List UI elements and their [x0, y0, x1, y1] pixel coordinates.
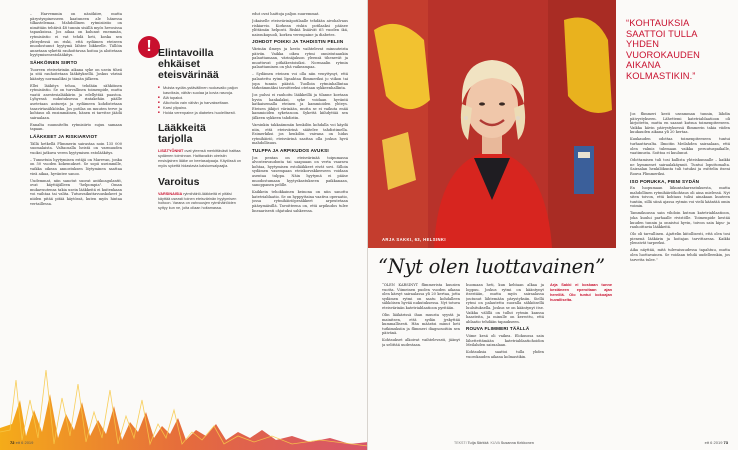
page-number: 72 ett 6 2019 — [10, 440, 34, 445]
paragraph: Tammikuussa sain vihdoin kutsun katetriablaatioon, joka kuului parhaalle rivistölle. Toimenpide kestää kuuden tunnin ja onnistui hyvin, toivon sain kipu- ja rauhoittavia lääkkeitä. — [630, 211, 730, 230]
paragraph: Varsinkin takkaämmän henkilön kohdalla voi käydä niin, että eteisvärinä säätelee tahdistimella. Esimerkiksi jos henkilön vaivana on hidas rytmihäiriö, eteisvärinä saattaa olla joskus hyvä mahdollisuus. — [252, 123, 348, 146]
section-heading: ROUVA FLIMMERI TÄÄLLÄ — [466, 326, 530, 332]
paragraph: Ennalta suunniteltu rytmisiirto sujuu samaan tapaan. — [30, 122, 122, 132]
paragraph: Tällä hetkellä Flimmerin sairastaa noin 135 000 suomalaista. Valtaosalla heistä on varmuuden vuoksi jatkuva veren hyytymisen estolääkitys. — [30, 141, 122, 155]
page-number: ett 6 2019 73 — [704, 440, 728, 445]
paragraph: Kuukauden odottaa toimenpiteeseen tuntui turhauttavalta. Ilmoitin Meilahden sairaalaan, että olen valmis tulemaan vaikka peruutuspaikalle, vaatimusta. Soittoa ei kuulunut. — [630, 137, 730, 156]
paragraph: Kohtaukset alkoivat vaihtelevasti, jäänyt ja selittää uudestaan. — [382, 338, 460, 347]
right-column-3 — [550, 283, 612, 431]
sidebar-body: ovat yleensä merkittävästi haittaa sydämen toiminnan. Haittavaikin oireisiin ensisijainen lääke on beetasalpaaja. Käytössä on myös sykettä hidastavia kalsiumsalpaajia. — [158, 149, 241, 168]
portrait-illustration — [368, 0, 616, 248]
pull-quote: “KOHTAUKSIA SAATTOI TULLA YHDEN VUOROKAUDEN AIKANA KOLMASTIKIN.” — [626, 18, 700, 81]
list-item: ■ Muista sydän-ystävällinen ruokavalio paljon kasviksia, vähän suolaa ja kovia rasvoja. — [158, 85, 242, 95]
left-page — [0, 0, 368, 450]
paragraph: “OLEN KÄRSINYT flimmerista kuusien vuotta. Viimeinen puolen vuoden aikana olen kärsyt sairaalassa yli 20 kertaa, jotta sydämen rytmi on saatu kohdalleen sähköisen hyvää nukutuksessa. Nyt totuva eteisvärinän katetriablaatioon pyritään. — [382, 283, 460, 310]
paragraph: Olo oli tarvallinen. Ajattelin kiitollisesti, että olen tosi pienenä lääkärin ja hoitajan tarvittaessa. Kaikki ylensivät tarpeeksi. — [630, 232, 730, 246]
right-column-2 — [466, 283, 544, 431]
paragraph: Uudemmat, niin sanotut suorat antikoagulantit, ovat käyttäjälleen "helpompia". Oman mukavuutensa takia usein lääkkeitä ei kuitenkaan voi vaihtaa tai valita. Tutusvaikuttavuuskokeet ja niiden pitää pitää käytössä, kuten myös hintaa vertaillessa. — [30, 178, 122, 206]
paragraph: Kohtauksia saattoi tulla yhden vuorokauden aikana kolmastikin. — [466, 350, 544, 359]
portrait-photo — [368, 0, 616, 248]
paragraph: – Tunnetuin hyytymisen estäjä on Marevan, jonka on 50 vuoden kokemukset. Se sopii useimmille, vaikka oikean annostuksen löytyminen saattaa vieä aikaa, hyväntee sanoo. — [30, 157, 122, 176]
right-column-4 — [630, 112, 730, 432]
sidebar-text — [158, 149, 242, 169]
side-note: Arja Sakki ei koskaan tunne kestäneen eperoitaan ajan hereillä. Olo tuntui kokoajan huvalliselta. — [550, 283, 612, 302]
section-heading: SÄHKÖINEN SIIRTO — [30, 59, 78, 65]
list-item: ■ Karsi ylipaino. — [158, 105, 242, 110]
section-heading: TULPPA JA ARPIKUDOS AVUKSI — [252, 148, 329, 153]
paragraph: – Harvemmin on nänökiire, mutta pärystyspinesseen kaatuneen ale hänessa tilkastelemaa. Mahdollinen rytmisiistio on nimittäin tehtävä 48 tunnin sisällä myös hevosissa tapauksissa. Jos aikaa on kulunut enemmän, rytmisiistio ei vat tehdä heti, koska sen yhteydessä on riski, että sydämen eteiseen muodostunut hyytymä lähtee liikkeelle. Tällöin annetaan sykettä rauhoittavaa hoitoa ja aloitetaan hyytymisenestolääkitys. — [30, 12, 122, 58]
alert-icon: ! — [138, 36, 160, 58]
headline: “Nyt olen luottavainen” — [378, 255, 605, 278]
paragraph: Värinän ilmeys ja kesto vaihtelevat minuuteista päiviin. Vaikka oikea rytmi onnistutaankin palauttamaan, värinäjakson yleensä tihenevät ja muuttuvat pitkäkestoisiksi. Normaalin rytmin palauttaminen on yhä vaikeampaa. — [252, 46, 348, 70]
heartbeat-waveform-graphic — [0, 340, 368, 450]
paragraph: Jos flimmeri kesti useamman tunnin, lähdin päivystykseen. Lähettemi katetriablaatioon oli kirjoitettu, mutta en saanut kutsua toimenpiteeseen. Vaikka kävin päivystyksessä flimmerin takia viiden kuukauden aikana yli 20 kertaa. — [630, 112, 730, 135]
paragraph: Jos pulssi ei rauhoitu lääkkeillä ja tilanne koetaan hyvin hankalaksi, syke voidaan hyväntä katkaisemalla eteinen ja kammioiden yhteys. Eteisen jäkijot värinään, mutta se ei vaikuta enää kammioiden syketasoon. Sykettä kiihdyttää sen jälkeen sykkeen tahdistin. — [252, 93, 348, 121]
paragraph: huomaan heti, kun kehtaan alkaa ja loppuu. Joskus rytmi on kääntynyt itsestään, mutta myös sairaalassa joutunut lähtemään pärystyksiin. Siellä rytmi on palautettu suoralla sähköisellä luulsituksella. Joskus se on kääntynyt itse. Vaikka välillä on tullut rytmin kanssa haasteita, ja minulle on kerrottu, että ablaatio tehdään tapaukseen. — [466, 283, 544, 324]
paragraph: – Sydämen eteinen voi olla niin venyttynyt, että palautettu rytmi lipsahtaa flimmeriksi jo viikon tai jopa tunnin päästä. Tuolloin rytminhallintaa tärkeämmäksi tavoitteeksi otetaan sykkeenhallinta. — [252, 72, 348, 91]
sidebar-title: Varoitus — [158, 175, 200, 188]
list-item: ■ Älä tupakoi. — [158, 95, 242, 100]
sidebar-title: Elintavoilla ehkäiset eteisvärinää — [158, 47, 219, 81]
tips-list — [158, 85, 242, 115]
section-heading: LÄÄKKEET JA RISKIARVIOT — [30, 134, 98, 140]
sidebar-lead: VARSINAISIA — [158, 191, 183, 196]
sidebar-title: Lääkkeitä tarjolla — [158, 122, 206, 145]
section-heading: ISO PORUKKA, PIENI SYDÄN — [630, 178, 700, 184]
list-item: ■ Alkoholia vain vähän ja harvakseltaan. — [158, 100, 242, 105]
paragraph: edut ovat haittoja paljon suuremmat. — [252, 12, 320, 16]
sidebar-text — [158, 192, 242, 212]
paragraph: Ellei lääkitys tehoa, tehdään sähköinen rytmisiistio. Se on turvallinen toimenpide, mutta vaatii anestesialääkärin ja edellyttää paastoa. Lyhyessä nukutuksessa rintakehän päälle asetetaan antureja ja sydämeen kohdistetaan tasavirtasähköisku. Jos potilas on muuten terve ja kohtaus oli ensimmäinen, hänen ei tarvitse jäädä sairaalaan. — [30, 83, 122, 120]
sidebar-lead: LISÄTYÖNNIT — [158, 149, 184, 153]
right-column-1 — [382, 283, 460, 431]
sidebar-body: rytmihäiriö-lääkkeitä ei pitäisi käyttää useasti toinen eteisvärinän hyytymisen hoitoon. Varana on vahvuusjen rytmihäiriöiden syttyy kun ne, joita ollaan hoitamassa. — [158, 191, 237, 211]
paragraph: Jokaiselle eteisvärinäpotilaalle tehdään aivohalvaus riskiarvio. Korkean riskin potilaaksi pääsee ylittämän helposti. Riskiä lisäävät 65 vuoden ikä, naissukupuoli, korkea verenpaine ja diabetes. — [252, 18, 348, 37]
photo-credits: TEKSTI Tuija Särkkä KUVA Susanna Kekkonen — [454, 441, 534, 445]
paragraph: Kaikkein tehokkainen keinona on niin sanottu katetriablaatio. Se on hyppyttaina vaativa operaatio, jossa rytmihäiriöpesäkkeet arpeutetaan pääsymäisillä. Tavoitteena on, että arpikudos tulee lineaarisesti ohjatuksi sahkeessa. — [252, 190, 348, 213]
right-page — [368, 0, 738, 450]
section-heading: JOHDOT POIKKI JA TAHDISTIN PELIIN — [252, 39, 344, 45]
paragraph: Jos pentan on eteisvärinää toipumassa alvostenvaudonta tai saapuaan on verta vaarava kohtaa, hyytymisen estolääkkeet eivät sovi. Silloin sydämen vasempaan eteiskorvakkeeseen voidaan asentaa tulppa. Näin hyytymä ei pääse muodostumaan hyytyskastukseen paikkanaan, sanoppanen pelille. — [252, 155, 348, 188]
paragraph: Aika näyttää, mitä tulevaisuudessa tapahtuu, mutta olen luottavainen. Se voidaan tehdä uudelleenkin, jos tarvetta tulee.” — [630, 248, 730, 262]
paragraph: Olin lääkärissä ihan muusta syystä ja mainitsen, että sydän jyskyttää kummallisesti. Hän määräsi minut heti tutkimuksiin ja flimmeri diagnosoitiin sen päivänä. — [382, 312, 460, 336]
paragraph: Tuoreen eteisvärinän aikana syke on usein tiheä ja sitä rauhoitetaan lääkityksellä. Joskus värinä kääntyy normaaliksi jo tämän jälkeen. — [30, 67, 122, 81]
paragraph: Odottamisen tuli tosi kallista yhteiskunnalle – kaikki ne kymmenet sairaalakäynnit. Tuntui loputtomalta. Sairaalan henkilökunta tuli tutuksi ja esittelin itseni Rouva Flimmeriksi. — [630, 158, 730, 176]
photo-caption: ARJA SAKKI, 63, HELSINKI — [382, 237, 446, 242]
paragraph: Viime kesä oli vaikea. Elokuussa sain lähettettämään katetriablaatiohoidon Meilahden sairaalaan. — [466, 333, 544, 348]
paragraph: En luopumaan liikuntaharrastuksesta, mutta mahdollinen rytmihäiriökohtaus oli aina mielessä. Nyt siten toivon, että kohtaus tulisi ainakaan kuuteen tuntiin, sillä siinä ajassa rytmin voi vielä kääntää omin voimin. — [630, 186, 730, 209]
list-item: ■ Hoida verenpaine ja diabetes huolellisesti. — [158, 110, 242, 115]
